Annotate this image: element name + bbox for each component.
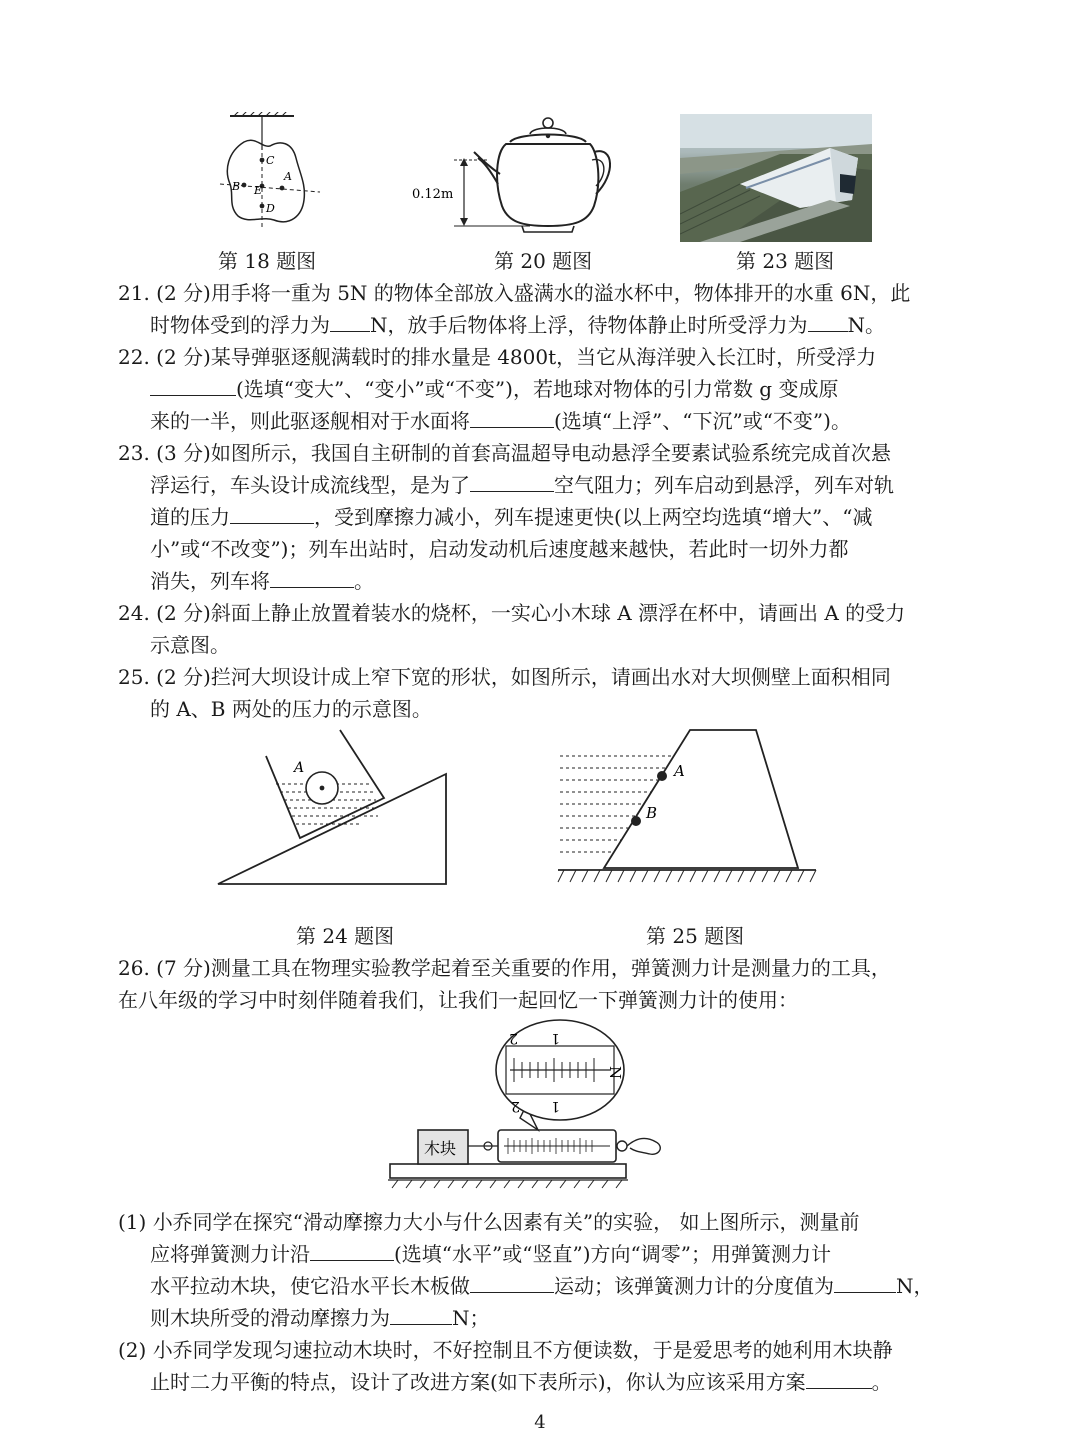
fig18-label-a: A — [284, 170, 292, 183]
q23-text-d: ，受到摩擦力减小，列车提速更快(以上两空均选填“增大”、“减 — [314, 505, 873, 529]
q21-text-c: N。 — [847, 313, 885, 337]
q22-line-1: 22. (2 分)某导弹驱逐舰满载时的排水量是 4800t，当它从海洋驶入长江时，所受浮力 — [118, 345, 877, 369]
q23-blank-2[interactable] — [230, 503, 314, 524]
q21-blank-1[interactable] — [330, 311, 370, 332]
q22-blank-1[interactable] — [150, 375, 236, 396]
q26-1-text-d: 运动；该弹簧测力计的分度值为 — [554, 1274, 834, 1298]
fig20-teapot — [410, 112, 620, 240]
fig18-label-e: E — [254, 184, 263, 197]
q26-1-text-f: 则木块所受的滑动摩擦力为 — [150, 1306, 390, 1330]
fig23-train-photo — [680, 114, 872, 242]
question-23 — [118, 437, 978, 597]
q26-1-blank-3[interactable] — [834, 1272, 896, 1293]
fig25-label-a: A — [674, 762, 685, 780]
q26-1-blank-4[interactable] — [390, 1304, 452, 1325]
question-26 — [118, 952, 978, 1016]
q26-2-line-1: (2) 小乔同学发现匀速拉动木块时，不好控制且不方便读数，于是爱思考的她利用木块静 — [118, 1338, 893, 1362]
page-number: 4 — [534, 1412, 546, 1433]
q23-text-f: 消失，列车将 — [150, 569, 270, 593]
fig18-label-b: B — [232, 180, 241, 193]
q21-line-1: 21. (2 分)用手将一重为 5N 的物体全部放入盛满水的溢水杯中，物体排开的水重 6N，此 — [118, 281, 911, 305]
fig18-diagram — [214, 112, 324, 237]
fig23-caption: 第 23 题图 — [736, 249, 835, 273]
q26-1-blank-1[interactable] — [310, 1240, 394, 1261]
q23-blank-1[interactable] — [470, 471, 554, 492]
q22-text-b: 来的一半，则此驱逐舰相对于水面将 — [150, 409, 470, 433]
fig20-caption: 第 20 题图 — [494, 249, 593, 273]
fig20-height-label: 0.12m — [412, 187, 454, 202]
q24-line-2: 示意图。 — [150, 633, 230, 657]
q22-blank-2[interactable] — [470, 407, 554, 428]
question-25 — [118, 661, 978, 725]
q23-line-1: 23. (3 分)如图所示，我国自主研制的首套高温超导电动悬浮全要素试验系统完成首次悬 — [118, 441, 891, 465]
q26-2-text-b: 。 — [871, 1370, 892, 1394]
q22-text-a: (选填“变大”、“变小”或“不变”)，若地球对物体的引力常数 g 变成原 — [236, 377, 839, 401]
q21-text-a: 时物体受到的浮力为 — [150, 313, 330, 337]
fig24-caption: 第 24 题图 — [296, 924, 395, 948]
q22-text-c: (选填“上浮”、“下沉”或“不变”)。 — [554, 409, 851, 433]
fig26-unit: N — [606, 1066, 624, 1080]
q26-line-1: 26. (7 分)测量工具在物理实验教学起着至关重要的作用，弹簧测力计是测量力的工具， — [118, 956, 891, 980]
q23-text-g: 。 — [354, 569, 374, 593]
question-24 — [118, 597, 978, 661]
fig26-block-label: 木块 — [424, 1139, 457, 1158]
q26-1-text-e: N， — [896, 1274, 934, 1298]
q26-1-line-1: (1) 小乔同学在探究“滑动摩擦力大小与什么因素有关”的实验， 如上图所示，测量前 — [118, 1210, 860, 1234]
q21-blank-2[interactable] — [808, 311, 848, 332]
q26-line-2: 在八年级的学习中时刻伴随着我们，让我们一起回忆一下弹簧测力计的使用： — [118, 988, 798, 1012]
fig18-caption: 第 18 题图 — [218, 249, 317, 273]
fig26-scale-bottom-1: 1 — [551, 1098, 560, 1114]
q26-1-text-b: (选填“水平”或“竖直”)方向“调零”；用弹簧测力计 — [394, 1242, 831, 1266]
fig26-spring-scale-diagram — [388, 1018, 672, 1190]
q25-line-2: 的 A、B 两处的压力的示意图。 — [150, 697, 432, 721]
q25-line-1: 25. (2 分)拦河大坝设计成上窄下宽的形状，如图所示，请画出水对大坝侧壁上面积相同 — [118, 665, 891, 689]
fig25-label-b: B — [646, 804, 658, 822]
q26-1-text-g: N； — [452, 1306, 490, 1330]
fig24-diagram — [210, 728, 454, 890]
q23-blank-3[interactable] — [270, 567, 354, 588]
q23-text-a: 浮运行，车头设计成流线型，是为了 — [150, 473, 470, 497]
q26-1-text-c: 水平拉动木块，使它沿水平长木板做 — [150, 1274, 470, 1298]
fig18-label-c: C — [266, 154, 275, 167]
q26-1-blank-2[interactable] — [470, 1272, 554, 1293]
q26-2-blank-1[interactable] — [806, 1368, 872, 1389]
q26-1-text-a: 应将弹簧测力计沿 — [150, 1242, 310, 1266]
question-22 — [118, 341, 978, 437]
fig26-scale-top-1: 1 — [551, 1030, 560, 1046]
q21-text-b: N，放手后物体将上浮，待物体静止时所受浮力为 — [370, 313, 808, 337]
q26-2-text-a: 止时二力平衡的特点，设计了改进方案(如下表所示)，你认为应该采用方案 — [150, 1370, 806, 1394]
fig25-diagram — [550, 728, 820, 890]
question-26-part-2 — [118, 1334, 978, 1398]
question-26-part-1 — [118, 1206, 978, 1334]
fig25-caption: 第 25 题图 — [646, 924, 745, 948]
fig26-scale-top-2: 2 — [509, 1030, 518, 1046]
q23-text-e: 小”或“不改变”)；列车出站时，启动发动机后速度越来越快，若此时一切外力都 — [150, 537, 849, 561]
q23-text-c: 道的压力 — [150, 505, 230, 529]
question-21 — [118, 277, 978, 341]
q24-line-1: 24. (2 分)斜面上静止放置着装水的烧杯，一实心小木球 A 漂浮在杯中，请画出 A 的受力 — [118, 601, 906, 625]
fig18-label-d: D — [266, 202, 275, 215]
fig24-label-a: A — [294, 760, 305, 776]
q23-text-b: 空气阻力；列车启动到悬浮，列车对轨 — [554, 473, 894, 497]
fig26-scale-bottom-2: 2 — [511, 1098, 520, 1114]
